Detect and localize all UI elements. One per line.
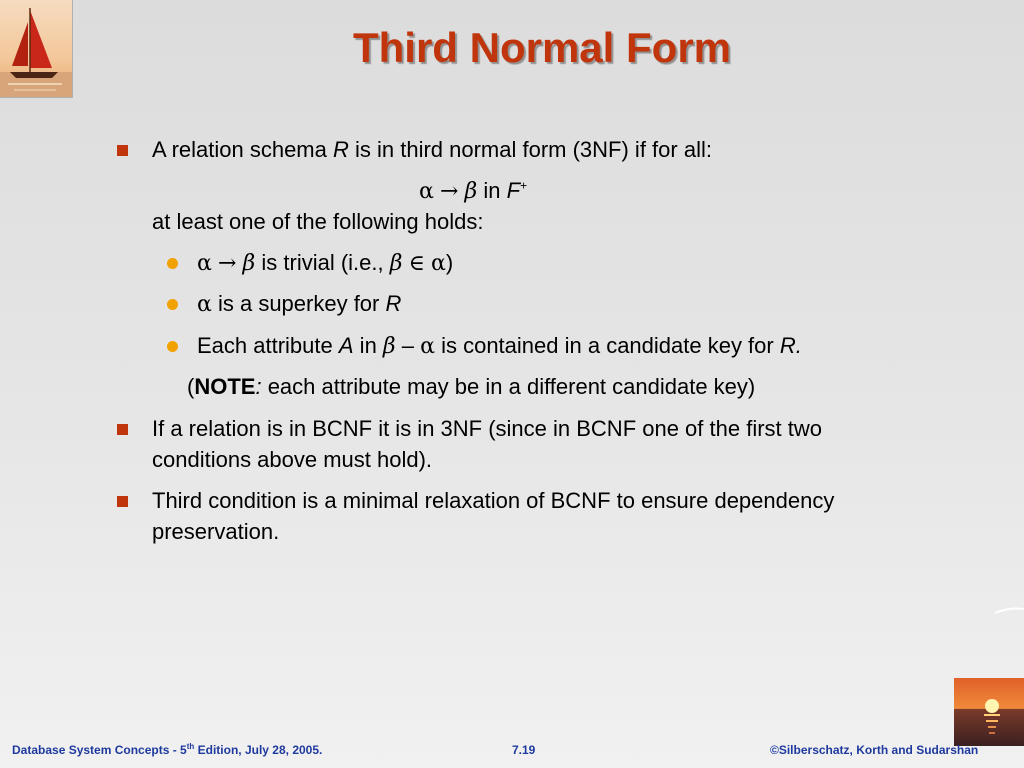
round-bullet-icon: [167, 299, 178, 310]
condition-candidate-key: Each attribute A in β – α is contained in a candidate key for R.: [197, 333, 802, 359]
fd-expression: α → β in F+: [419, 178, 528, 204]
square-bullet-icon: [117, 145, 128, 156]
footer-copyright: ©Silberschatz, Korth and Sudarshan: [770, 743, 979, 757]
bullet-bcnf-line2: conditions above must hold).: [152, 447, 433, 472]
slide-title: Third Normal Form: [352, 24, 732, 71]
bullet-bcnf-line1: If a relation is in BCNF it is in 3NF (since in BCNF one of the first two: [152, 416, 823, 441]
swoosh-decoration-icon: [995, 607, 1024, 615]
round-bullet-icon: [167, 258, 178, 269]
condition-trivial: α → β is trivial (i.e., β ∈ α): [197, 250, 454, 276]
footer-page-number: 7.19: [512, 743, 536, 757]
bullet-relaxation-line1: Third condition is a minimal relaxation of BCNF to ensure dependency: [152, 488, 835, 513]
holds-text: at least one of the following holds:: [152, 209, 484, 234]
note-text: (NOTE: each attribute may be in a different candidate key): [187, 374, 756, 399]
bullet-relaxation-line2: preservation.: [152, 519, 280, 544]
condition-superkey: α is a superkey for R: [197, 291, 402, 317]
footer-left: Database System Concepts - 5th Edition, July 28, 2005.: [12, 742, 323, 757]
bullet-3nf-definition: A relation schema R is in third normal form (3NF) if for all:: [152, 137, 712, 162]
square-bullet-icon: [117, 496, 128, 507]
square-bullet-icon: [117, 424, 128, 435]
sunset-logo-icon: [954, 678, 1024, 746]
round-bullet-icon: [167, 341, 178, 352]
